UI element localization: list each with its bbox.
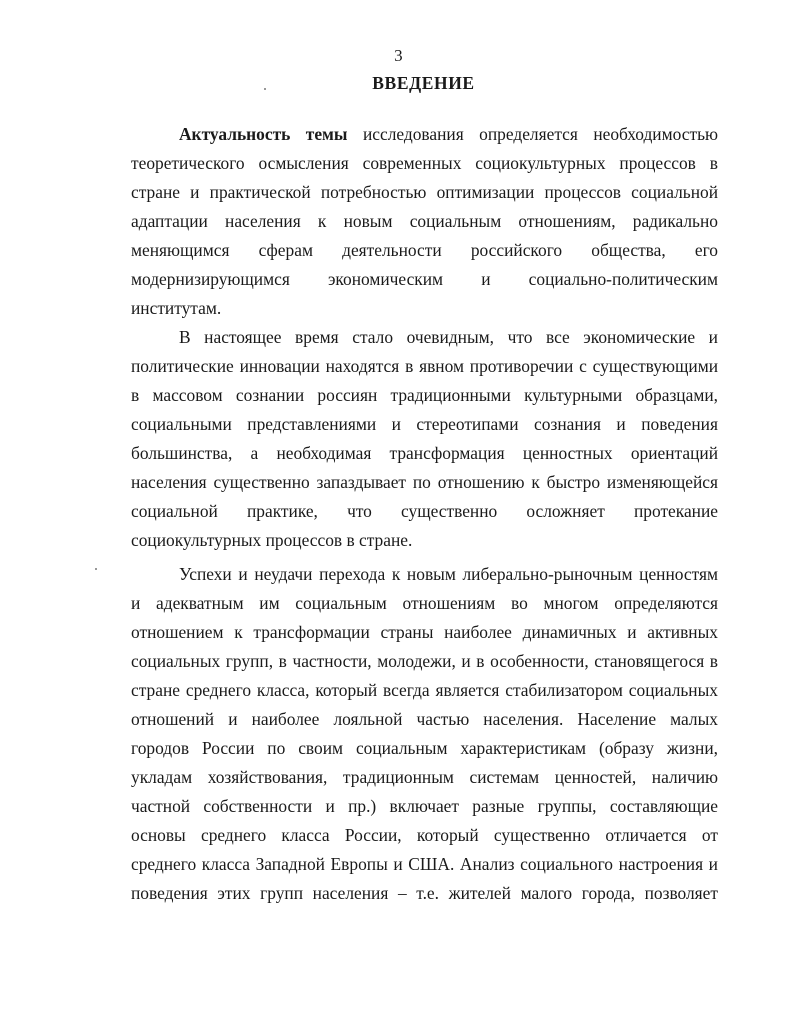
paragraph-2-line-1: В настоящее время стало очевидным, что все экономические и [179, 327, 718, 347]
paragraph-2-line-6: населения существенно запаздывает по отношению к быстро изменяющейся [131, 472, 718, 492]
lead-term: Актуальность темы [179, 124, 348, 144]
section-heading: ВВЕДЕНИЕ [372, 73, 475, 93]
paragraph-1-line-4: адаптации населения к новым социальным отношениям, радикально [131, 211, 718, 231]
paragraph-3-line-7: городов России по своим социальным характеристикам (образу жизни, [131, 738, 718, 758]
paragraph-2-line-2: политические инновации находятся в явном противоречии с существующими [131, 356, 718, 376]
scan-speck [264, 88, 266, 90]
paragraph-2-line-3: в массовом сознании россиян традиционными культурными образцами, [131, 385, 718, 405]
paragraph-3-line-8: укладам хозяйствования, традиционным системам ценностей, наличию [131, 767, 718, 787]
paragraph-2-line-8: социокультурных процессов в стране. [131, 530, 413, 550]
paragraph-3-line-6: отношений и наиболее лояльной частью населения. Население малых [131, 709, 718, 729]
paragraph-1-line-1: Актуальность темы исследования определяется необходимостью [179, 124, 718, 144]
scan-speck [95, 568, 97, 570]
paragraph-1-line-7: институтам. [131, 298, 222, 318]
paragraph-3-line-5: стране среднего класса, который всегда является стабилизатором социальных [131, 680, 718, 700]
paragraph-2-line-4: социальными представлениями и стереотипами сознания и поведения [131, 414, 718, 434]
paragraph-3-line-3: отношением к трансформации страны наиболее динамичных и активных [131, 622, 718, 642]
page-number: 3 [394, 46, 403, 65]
paragraph-3-line-10: основы среднего класса России, который существенно отличается от [131, 825, 718, 845]
paragraph-3-line-2: и адекватным им социальным отношениям во многом определяются [131, 593, 718, 613]
paragraph-3-line-4: социальных групп, в частности, молодежи, и в особенности, становящегося в [131, 651, 718, 671]
paragraph-2-line-7: социальной практике, что существенно осложняет протекание [131, 501, 718, 521]
paragraph-2-line-5: большинства, а необходимая трансформация ценностных ориентаций [131, 443, 718, 463]
paragraph-1-line-2: теоретического осмысления современных социокультурных процессов в [131, 153, 718, 173]
paragraph-3-line-12: поведения этих групп населения – т.е. жителей малого города, позволяет [131, 883, 718, 903]
paragraph-1-line-5: меняющимся сферам деятельности российского общества, его [131, 240, 718, 260]
paragraph-1-line-6: модернизирующимся экономическим и социально-политическим [131, 269, 718, 289]
paragraph-3-line-11: среднего класса Западной Европы и США. Анализ социального настроения и [131, 854, 718, 874]
paragraph-3-line-9: частной собственности и пр.) включает разные группы, составляющие [131, 796, 718, 816]
paragraph-1-line-3: стране и практической потребностью оптимизации процессов социальной [131, 182, 718, 202]
paragraph-3-line-1: Успехи и неудачи перехода к новым либерально-рыночным ценностям [179, 564, 718, 584]
